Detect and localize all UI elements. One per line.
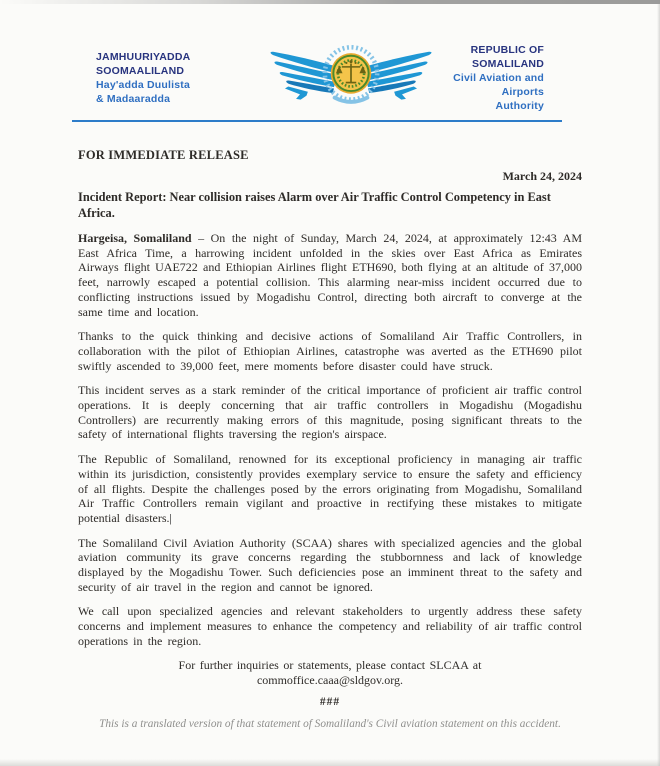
contact-email: commoffice.caaa@sldgov.org.: [256, 673, 404, 688]
winged-emblem-icon: [266, 42, 436, 114]
letterhead-english-block: [446, 43, 582, 113]
body-paragraph: This incident serves as a stark reminder of the critical importance of proficient air traffic control operations. It is deeply concerning that air traffic controllers in Mogadishu (Mogadishu Controllers) are recurrently making errors of this magnitude, posing significant threats to the safety of international flights traversing the region's airspace.: [78, 383, 582, 442]
letterhead-somali-line: SOOMAALILAND: [96, 65, 185, 77]
letterhead-english-line: Civil Aviation and Airports: [453, 72, 544, 98]
letterhead-somali-line: & Madaaradda: [96, 93, 171, 105]
civil-aviation-authority-logo: [256, 42, 446, 114]
body-paragraph: [78, 452, 582, 526]
contact-block: [78, 658, 582, 689]
letterhead-somali-line: JAMHUURIYADDA: [96, 51, 191, 63]
letterhead: [78, 42, 582, 114]
dateline-text: – On the night of Sunday, March 24, 2024, at approximately 12:43 AM East Africa Time, a harrowing incident unfolded in the skies over East Africa as Emirates Airways flight UAE722 and Ethiopian Airlines flight ETH690, both flying at an altitude of 37,000 feet, narrowly escaped a potential collision. This alarming near-miss incident occurred due to conflicting instructions issued by Mogadishu Control, directing both aircraft to converge at the same time and location.: [78, 231, 582, 319]
letterhead-somali-line: Hay'adda Duulista: [96, 79, 191, 91]
letterhead-english-line: SOMALILAND: [472, 58, 544, 70]
letterhead-english-line: REPUBLIC OF: [470, 44, 544, 56]
body-paragraph: Thanks to the quick thinking and decisive actions of Somaliland Air Traffic Controllers, in collaboration with the pilot of Ethiopian Airlines, catastrophe was averted as the ETH690 pilot swiftly ascended to 39,000 feet, mere moments before disaster could have struck.: [78, 329, 582, 373]
press-release-end-mark: ###: [319, 695, 341, 708]
text-cursor: |: [169, 510, 172, 525]
body-paragraph: The Somaliland Civil Aviation Authority (SCAA) shares with specialized agencies and the global aviation community its grave concerns regarding the stubbornness and lack of knowledge displayed by the Mogadishu Tower. Such deficiencies pose an imminent threat to the safety and security of air travel in the region and cannot be ignored.: [78, 535, 582, 594]
scan-artifact-bottom-edge: [0, 759, 660, 766]
paragraph-text: The Republic of Somaliland, renowned for its exceptional proficiency in managing air traffic within its jurisdiction, consistently provides exemplary service to ensure the safety and efficiency of all flights. Despite the challenges posed by the errors originating from Mogadishu, Somaliland Air Traffic Controllers remain vigilant and proactive in rectifying these mistakes to mitigate potential disasters.: [78, 452, 582, 525]
translation-note: This is a translated version of that statement of Somaliland's Civil aviation statement on this accident.: [99, 717, 561, 730]
dateline-location: Hargeisa, Somaliland: [78, 231, 192, 245]
release-date: March 24, 2024: [502, 169, 582, 183]
scan-artifact-top-edge: [0, 0, 660, 4]
incident-report-title: Incident Report: Near collision raises Alarm over Air Traffic Control Competency in East Africa.: [78, 190, 551, 220]
letterhead-english-line: Authority: [495, 100, 544, 112]
letterhead-somali-block: [78, 50, 256, 106]
contact-line: For further inquiries or statements, please contact SLCAA at: [178, 657, 482, 672]
letterhead-rule: [72, 120, 562, 122]
for-immediate-release-label: FOR IMMEDIATE RELEASE: [78, 148, 249, 162]
body-paragraph: We call upon specialized agencies and relevant stakeholders to urgently address these safety concerns and implement measures to enhance the competency and reliability of air traffic control operations in the region.: [78, 604, 582, 648]
body-paragraph-dateline: [78, 231, 582, 319]
